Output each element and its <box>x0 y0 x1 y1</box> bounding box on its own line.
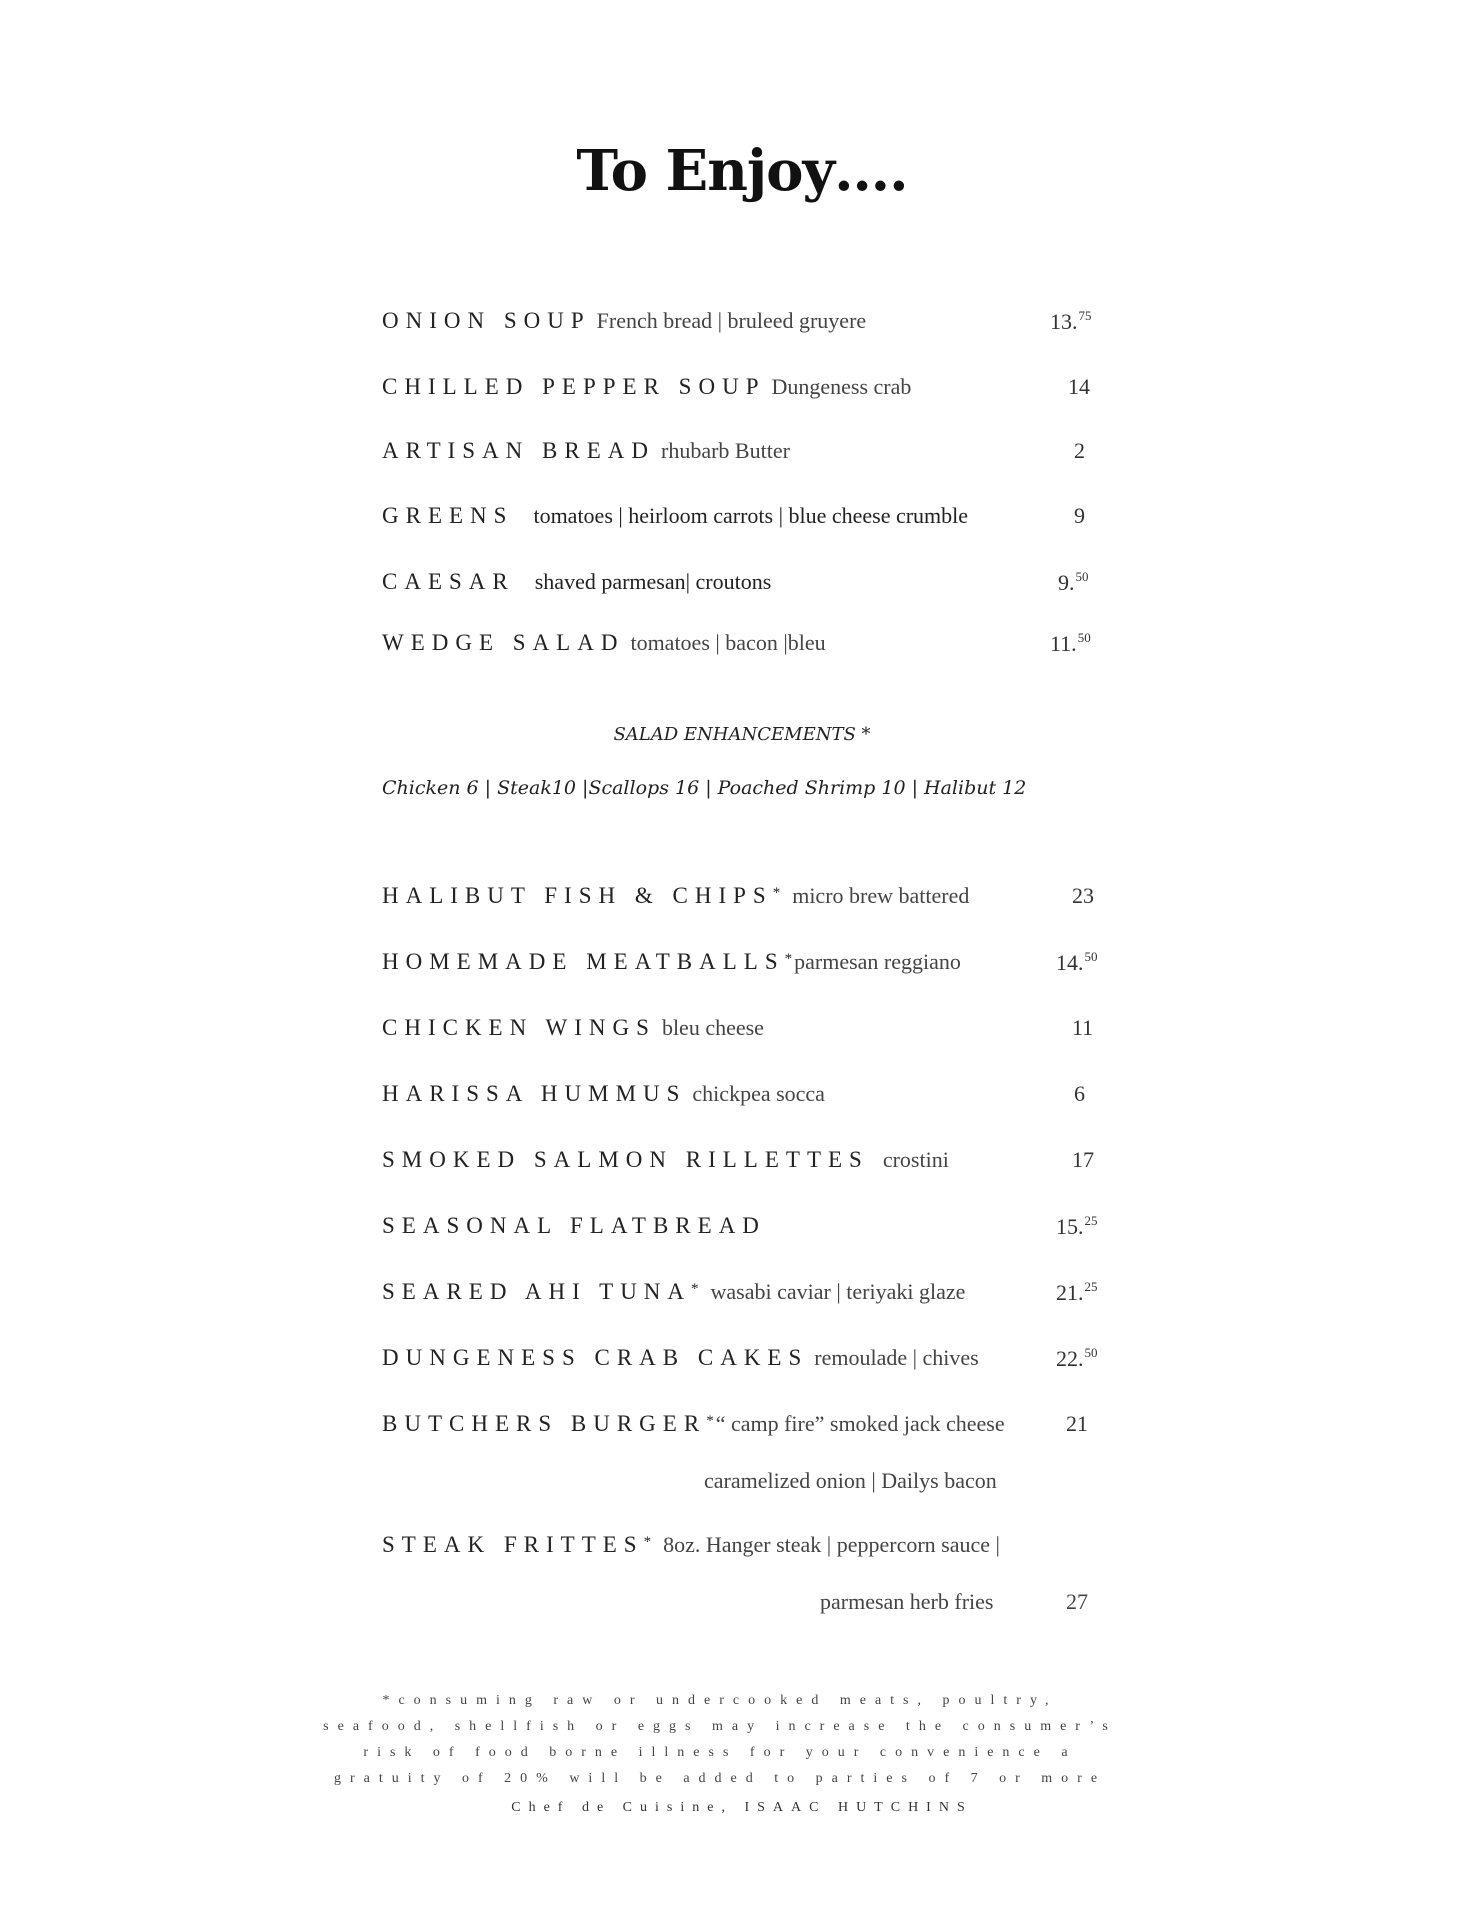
menu-item-chicken-wings <box>382 1015 1122 1055</box>
salad-enhancements-heading: SALAD ENHANCEMENTS * <box>613 724 871 745</box>
item-name: CHICKEN WINGS <box>382 1015 656 1040</box>
item-price: 17 <box>1072 1147 1094 1172</box>
menu-item-halibut-fish-chips <box>382 883 1122 923</box>
item-price: 9.50 <box>1058 569 1089 595</box>
item-description: rhubarb Butter <box>661 438 790 463</box>
item-name: CHILLED PEPPER SOUP <box>382 374 766 399</box>
item-name: SEASONAL FLATBREAD <box>382 1213 766 1238</box>
item-price: 11.50 <box>1050 630 1091 656</box>
item-price: 14.50 <box>1056 949 1098 975</box>
item-description: tomatoes | heirloom carrots | blue cheese crumble <box>533 503 969 528</box>
asterisk-marker: * <box>691 1281 699 1297</box>
item-name: HALIBUT FISH & CHIPS <box>382 883 773 908</box>
menu-item-smoked-salmon-rillettes <box>382 1147 1122 1187</box>
item-price: 21.25 <box>1056 1279 1098 1305</box>
item-description: wasabi caviar | teriyaki glaze <box>710 1279 966 1304</box>
item-price: 13.75 <box>1050 308 1092 334</box>
menu-item-seasonal-flatbread <box>382 1213 1122 1253</box>
menu-item-homemade-meatballs <box>382 949 1122 989</box>
chef-credit: Chef de Cuisine, ISAAC HUTCHINS <box>511 1800 973 1815</box>
asterisk-marker: * <box>706 1413 714 1429</box>
item-description: chickpea socca <box>692 1081 825 1106</box>
item-name: ARTISAN BREAD <box>382 438 655 463</box>
item-name: DUNGENESS CRAB CAKES <box>382 1345 809 1370</box>
item-price: 21 <box>1066 1411 1088 1436</box>
item-name: STEAK FRITTES <box>382 1532 644 1557</box>
item-name: SEARED AHI TUNA <box>382 1279 692 1304</box>
item-name: ONION SOUP <box>382 308 591 333</box>
menu-item-dungeness-crab-cakes <box>382 1345 1122 1385</box>
item-name: WEDGE SALAD <box>382 630 625 655</box>
menu-item-butchers-burger <box>382 1411 1122 1451</box>
menu-item-onion-soup <box>382 308 1122 348</box>
food-safety-disclaimer: *consuming raw or undercooked meats, poultry, seafood, shellfish or eggs may increase the consumer’s risk of food borne illness for your convenience a gratuity of 20% will be added to parties of 7 or more <box>323 1693 1117 1786</box>
menu-item-wedge-salad <box>382 630 1122 670</box>
item-description: micro brew battered <box>792 883 970 908</box>
asterisk-marker: * <box>643 1534 652 1550</box>
item-name: BUTCHERS BURGER <box>382 1411 707 1436</box>
item-name: HOMEMADE MEATBALLS <box>382 949 785 974</box>
item-description: French bread | bruleed gruyere <box>596 308 867 333</box>
item-description: “ camp fire” smoked jack cheese <box>715 1411 1005 1436</box>
item-name: SMOKED SALMON RILLETTES <box>382 1147 869 1172</box>
item-description: bleu cheese <box>661 1015 764 1040</box>
item-description: Dungeness crab <box>771 374 912 399</box>
item-price: 27 <box>1066 1589 1088 1614</box>
item-price: 15.25 <box>1056 1213 1098 1239</box>
item-price: 22.50 <box>1056 1345 1098 1371</box>
item-price: 14 <box>1068 374 1090 399</box>
item-price: 2 <box>1074 438 1085 463</box>
menu-item-harissa-hummus <box>382 1081 1122 1121</box>
item-description: shaved parmesan| croutons <box>534 569 772 594</box>
item-description-continued: caramelized onion | Dailys bacon <box>704 1468 997 1493</box>
item-price: 11 <box>1072 1015 1094 1040</box>
asterisk-marker: * <box>772 885 781 901</box>
item-description: 8oz. Hanger steak | peppercorn sauce | <box>663 1532 1000 1557</box>
item-description: parmesan reggiano <box>794 949 961 974</box>
salad-enhancements-list: Chicken 6 | Steak10 |Scallops 16 | Poached Shrimp 10 | Halibut 12 <box>382 777 1027 799</box>
item-description-continued: parmesan herb fries <box>820 1589 994 1614</box>
menu-item-artisan-bread <box>382 438 1122 478</box>
menu-item-steak-frittes <box>382 1532 1122 1572</box>
item-description: tomatoes | bacon |bleu <box>630 630 826 655</box>
menu-item-seared-ahi-tuna <box>382 1279 1122 1319</box>
item-price: 9 <box>1074 503 1085 528</box>
item-name: CAESAR <box>382 569 515 594</box>
item-description: crostini <box>882 1147 949 1172</box>
menu-item-greens <box>382 503 1122 543</box>
item-description: remoulade | chives <box>814 1345 979 1370</box>
menu-item-chilled-pepper-soup <box>382 374 1122 414</box>
menu-item-caesar <box>382 569 1122 609</box>
item-price: 6 <box>1074 1081 1085 1106</box>
menu-title: To Enjoy…. <box>576 138 908 204</box>
asterisk-marker: * <box>784 951 793 967</box>
item-price: 23 <box>1072 883 1094 908</box>
item-name: GREENS <box>382 503 514 528</box>
item-name: HARISSA HUMMUS <box>382 1081 687 1106</box>
